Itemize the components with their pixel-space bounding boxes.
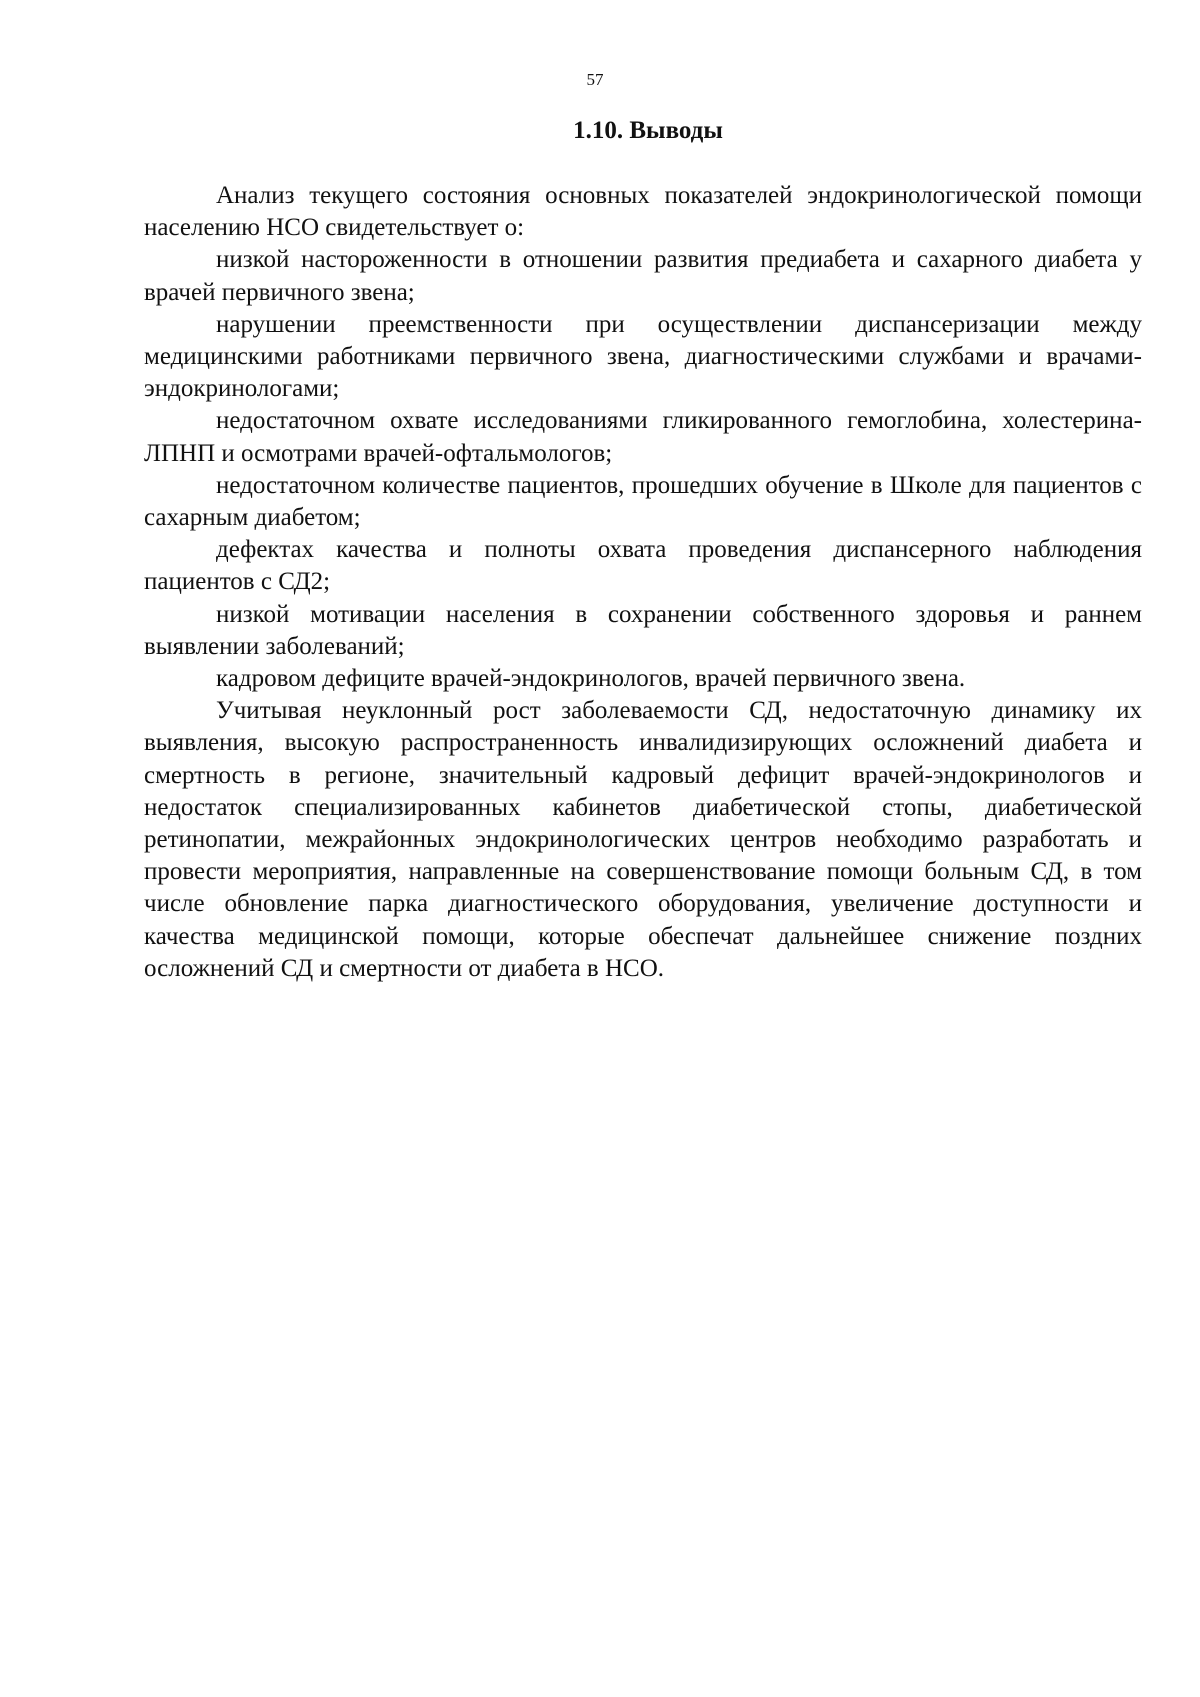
finding-item-3: недостаточном охвате исследованиями гликированного гемоглобина, холестерина-ЛПНП и осмотрами врачей-офтальмологов; <box>144 407 1142 467</box>
finding-item-1: низкой настороженности в отношении развития предиабета и сахарного диабета у врачей первичного звена; <box>144 246 1142 306</box>
section-title: 1.10. Выводы <box>573 117 723 144</box>
finding-item-7: кадровом дефиците врачей-эндокринологов, врачей первичного звена. <box>216 665 966 693</box>
finding-item-4: недостаточном количестве пациентов, прошедших обучение в Школе для пациентов с сахарным диабетом; <box>144 471 1142 532</box>
finding-item-6: низкой мотивации населения в сохранении собственного здоровья и раннем выявлении заболеваний; <box>144 600 1142 660</box>
conclusion-paragraph: Учитывая неуклонный рост заболеваемости СД, недостаточную динамику их выявления, высокую распространенность инвалидизирующих осложнений диабета и смертность в регионе, значительный кадровый дефицит врачей-эндокринологов и недостаток специализированных кабинетов диабетической стопы, диабетической ретинопатии, межрайонных эндокринологических центров необходимо разработать и провести мероприятия, направленные на совершенствование помощи больным СД, в том числе обновление парка диагностического оборудования, увеличение доступности и качества медицинской помощи, которые обеспечат дальнейшее снижение поздних осложнений СД и смертности от диабета в НСО. <box>144 697 1142 982</box>
finding-item-2: нарушении преемственности при осуществлении диспансеризации между медицинскими работниками первичного звена, диагностическими службами и врачами-эндокринологами; <box>144 310 1142 403</box>
intro-paragraph: Анализ текущего состояния основных показателей эндокринологической помощи населению НСО свидетельствует о: <box>144 182 1142 242</box>
finding-item-5: дефектах качества и полноты охвата проведения диспансерного наблюдения пациентов с СД2; <box>144 536 1142 596</box>
body-text <box>144 180 1142 985</box>
page-number: 57 <box>586 70 604 89</box>
